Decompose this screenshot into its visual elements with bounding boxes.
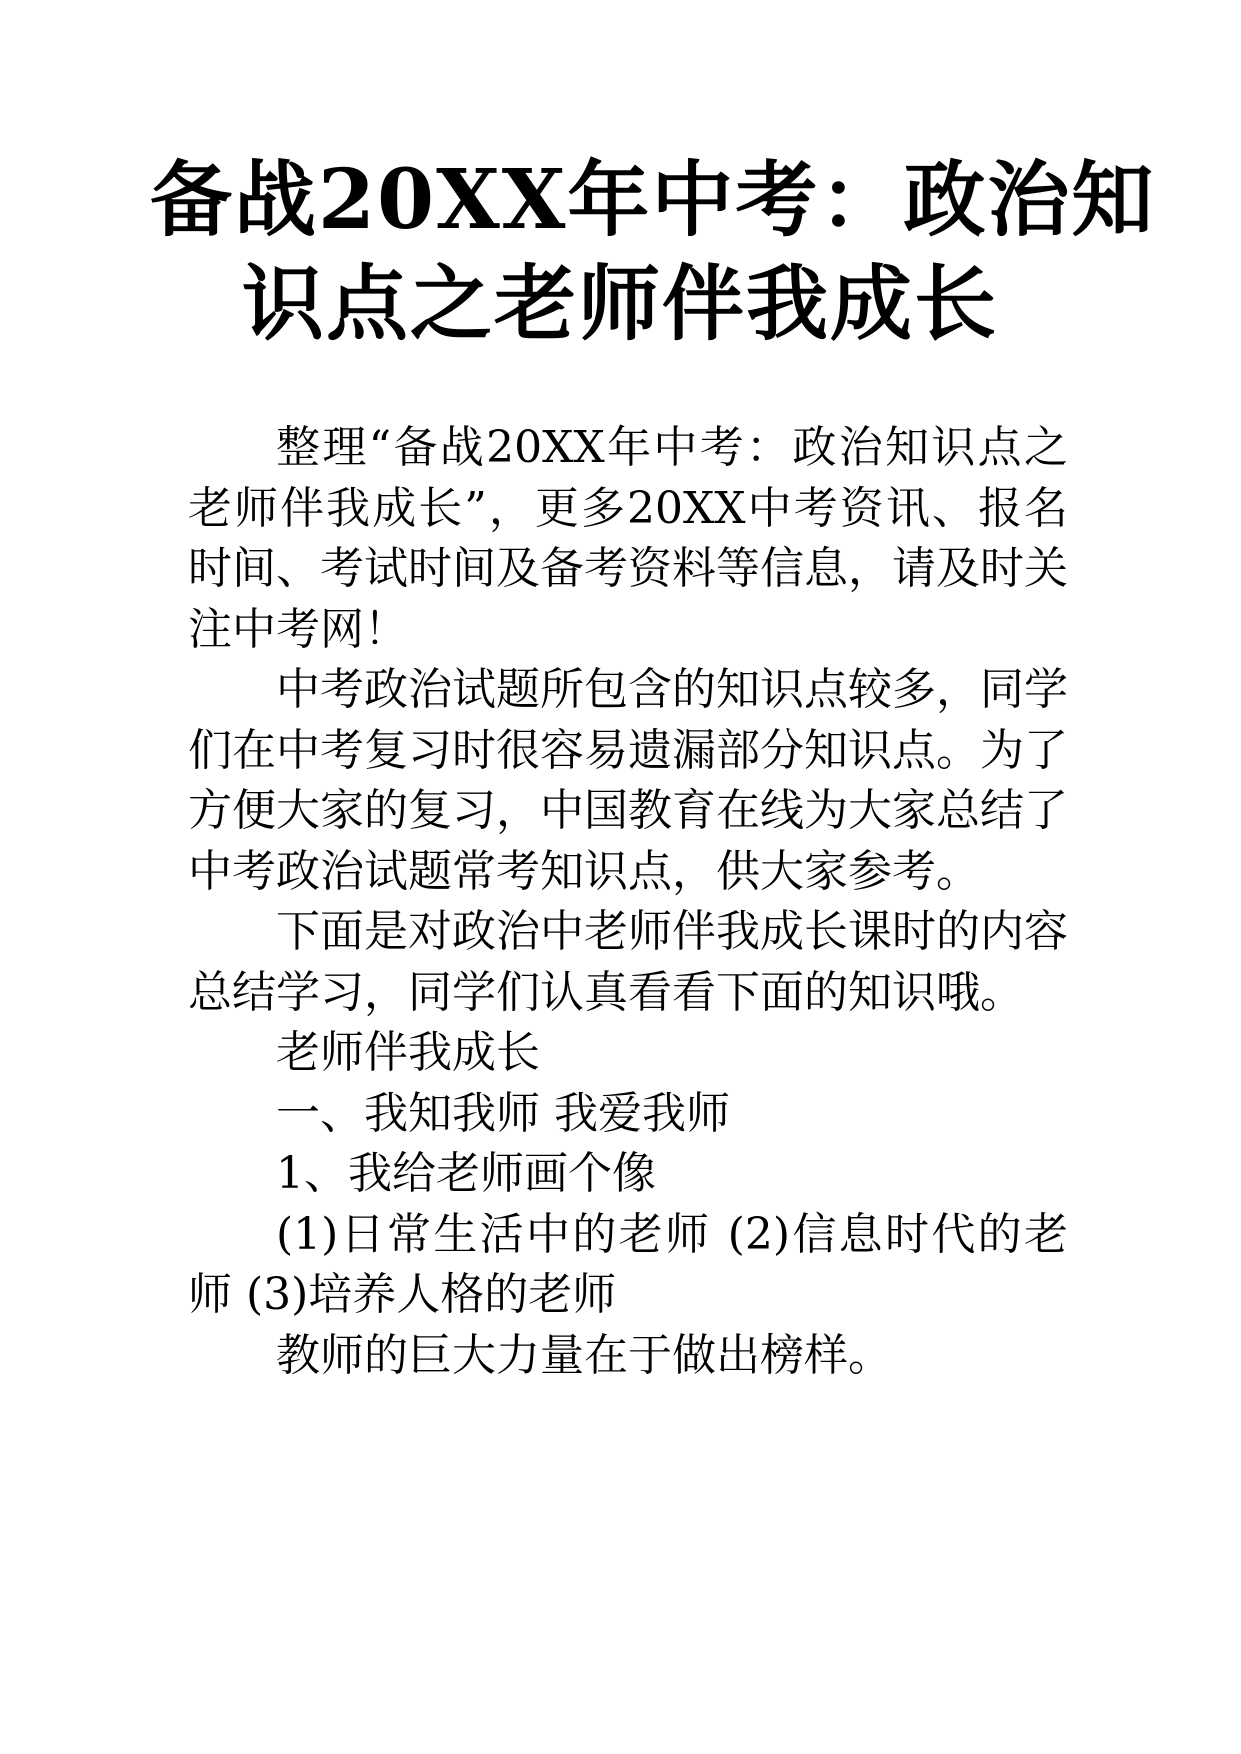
title-line-1: 备战20XX年中考：政治知	[150, 152, 1156, 248]
intro-paragraph: 整理“备战20XX年中考：政治知识点之老师伴我成长”，更多20XX中考资讯、报名时间、考试时间及备考资料等信息，请及时关注中考网！	[188, 422, 1068, 655]
closing-paragraph: 教师的巨大力量在于做出榜样。	[276, 1329, 892, 1381]
subsection-heading: 一、我知我师 我爱我师	[276, 1087, 730, 1139]
section-heading: 老师伴我成长	[276, 1027, 540, 1078]
title-line-2: 识点之老师伴我成长	[241, 256, 998, 352]
item-heading: 1、我给老师画个像	[276, 1148, 656, 1199]
overview-paragraph: 中考政治试题所包含的知识点较多，同学们在中考复习时很容易遗漏部分知识点。为了方便大家的复习，中国教育在线为大家总结了中考政治试题常考知识点，供大家参考。	[188, 664, 1068, 897]
item-list-paragraph: (1)日常生活中的老师 (2)信息时代的老师 (3)培养人格的老师	[188, 1208, 1068, 1320]
document-title	[150, 148, 1156, 356]
lead-in-paragraph: 下面是对政治中老师伴我成长课时的内容总结学习，同学们认真看看下面的知识哦。	[188, 906, 1068, 1018]
document-body	[188, 418, 1068, 1386]
